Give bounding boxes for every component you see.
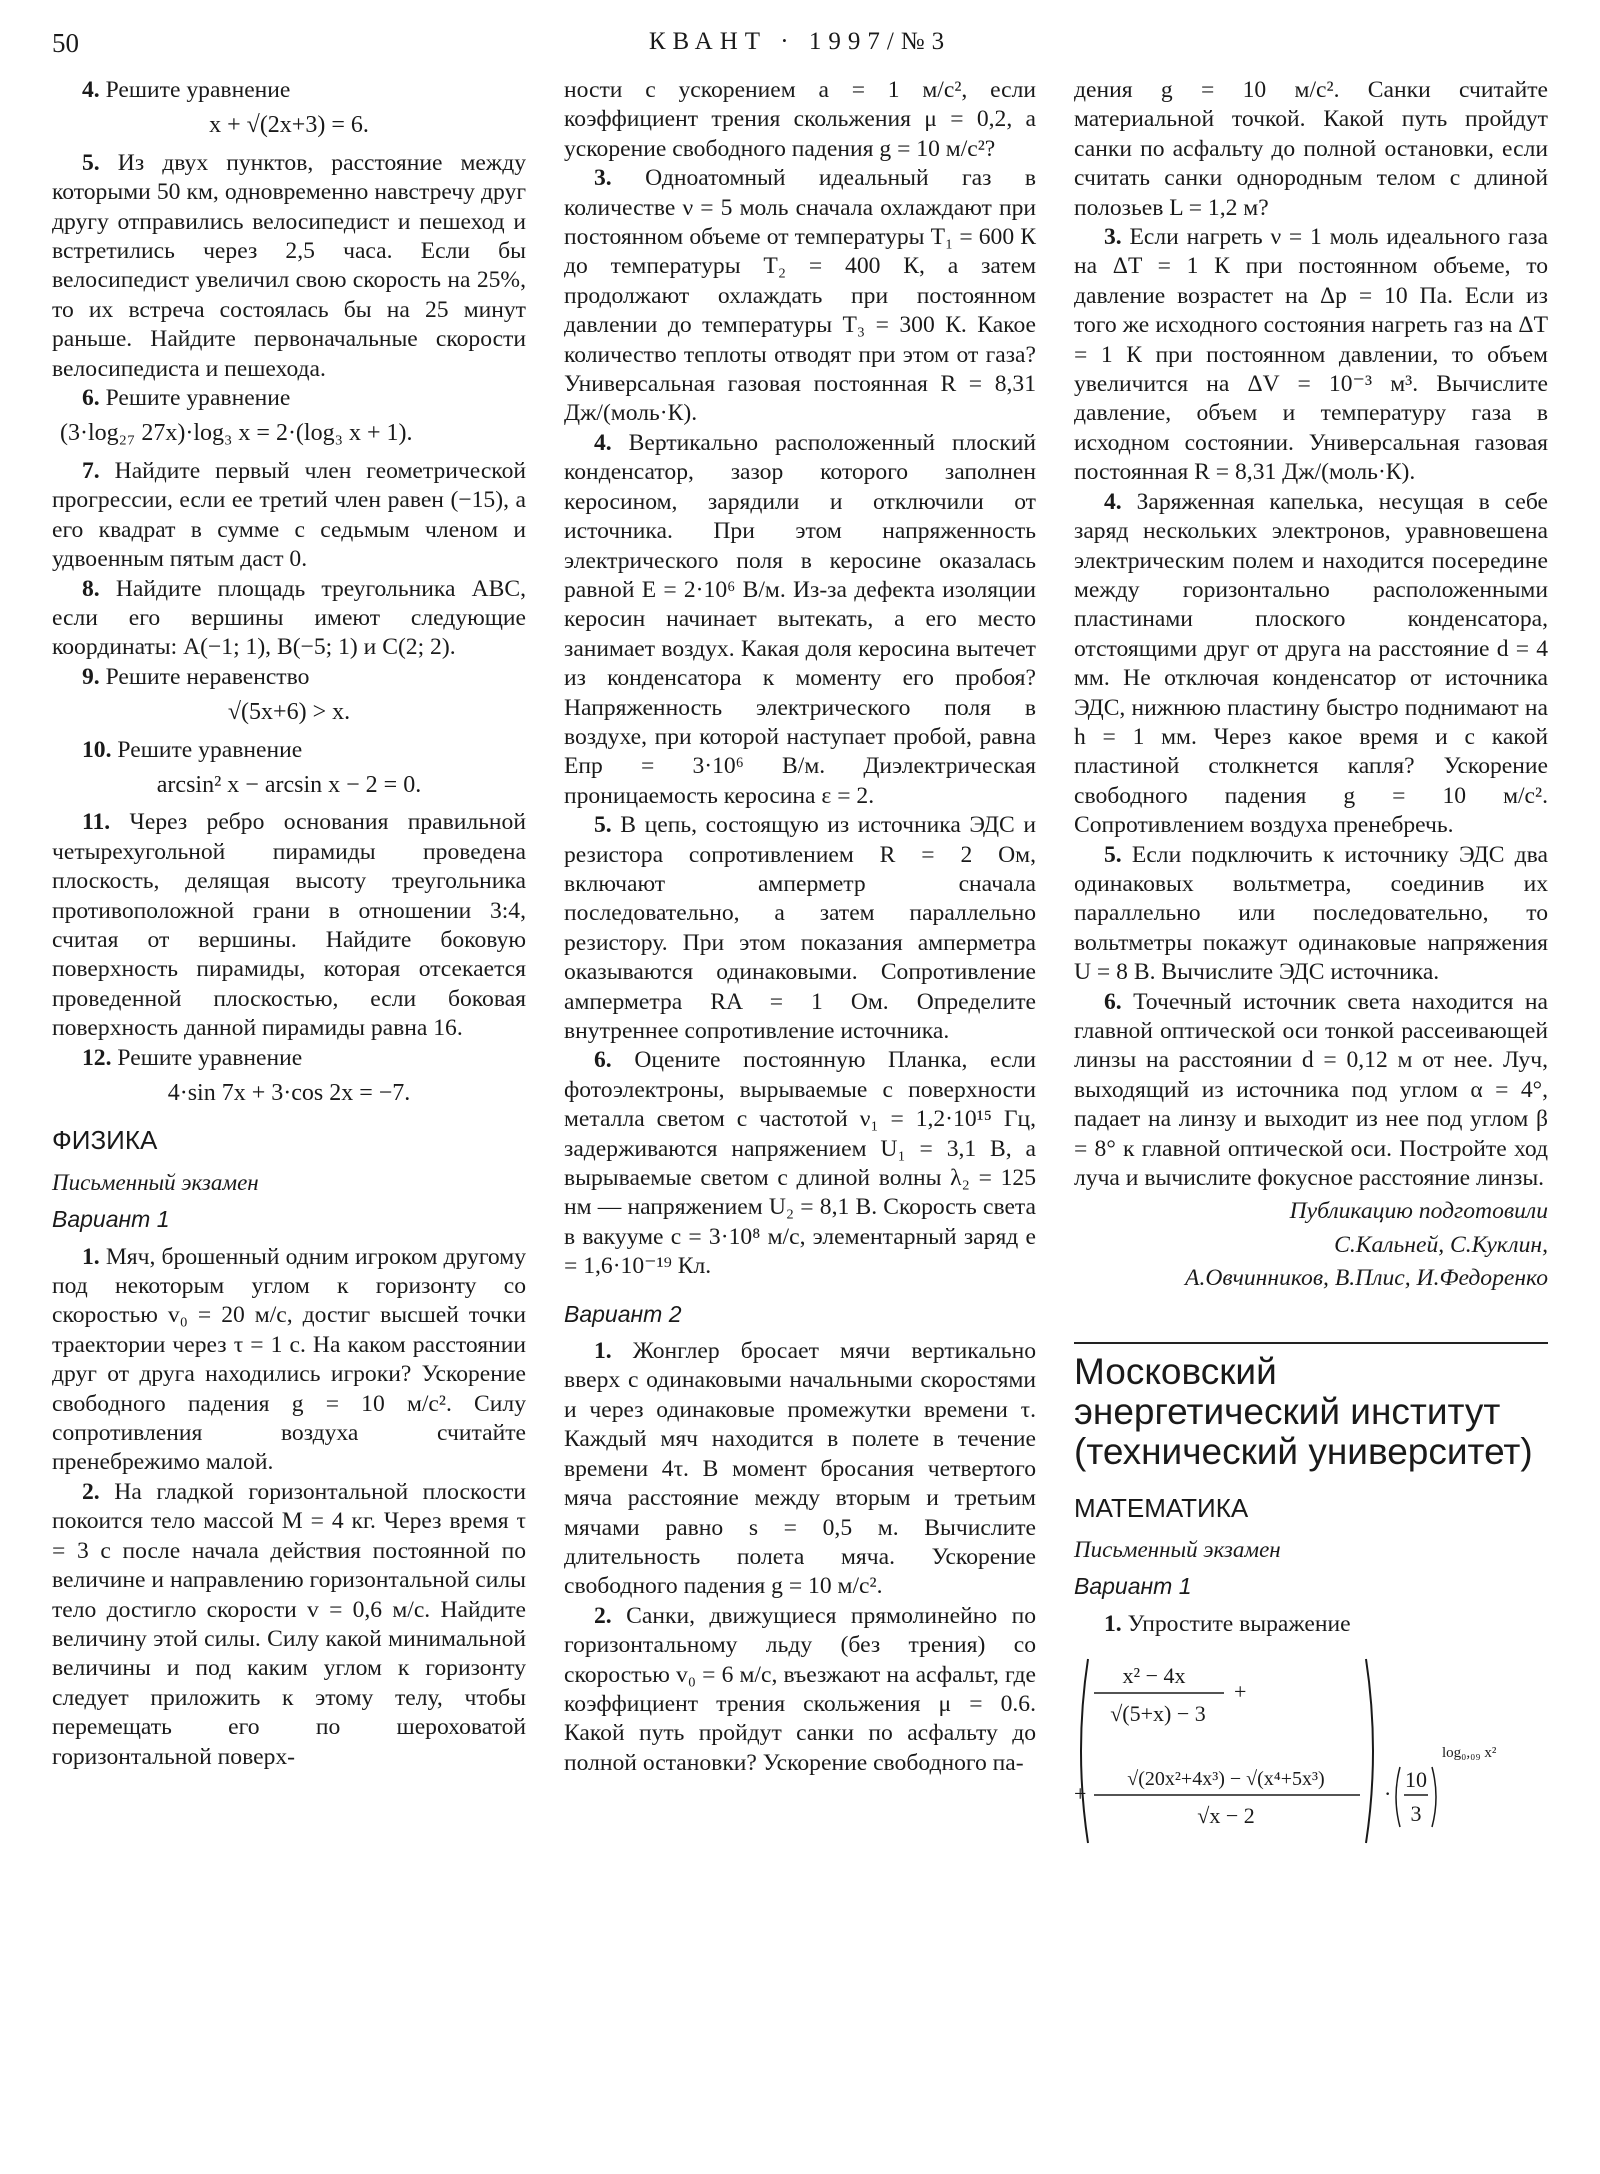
problem-number: 1. [594,1338,612,1365]
problem-physics-5: 5. В цепь, состоящую из источника ЭДС и резистора сопротивлением R = 2 Ом, включают амперметр сначала последовательно, а затем параллельно резистору. При этом показания амперметра оказываются одинаковыми. Сопротивление амперметра RA = 1 Ом. Определите внутреннее сопротивление источника. [564,812,1037,1044]
exam-type: Письменный экзамен [52,1169,259,1195]
frac2-denominator: √x − 2 [1197,1803,1255,1829]
problem-math-4: 4. Решите уравнение [82,77,291,103]
problem-number: 10. [82,736,112,763]
problem-number: 8. [82,575,100,602]
problem-physics-2: 2. На гладкой горизонтальной плоскости покоится тело массой M = 4 кг. Через время τ = 3 с после начала действия постоянной по величине и направлению горизонтальной силы тело достигло скорости v = 0,6 м/с. Найдите величину этой силы. Силу какой минимальной величины и под каким углом к горизонту следует приложить к этому телу, чтобы перемещать его по шероховатой горизонтальной поверх- [52,1478,526,1770]
problem-number: 5. [1104,841,1122,868]
frac1-numerator: x² − 4x [1122,1663,1186,1689]
column-1 [52,76,526,1772]
problem-v2-2: 2. Санки, движущиеся прямолинейно по горизонтальному льду (без трения) со скоростью v₀ = 6 м/с, въезжают на асфальт, где коэффициент трения скольжения μ = 0.6. Какой путь пройдут санки по асфальту до полной остановки? Ускорение свободного па- [564,1602,1036,1776]
problem-number: 11. [82,809,111,836]
problem-number: 9. [82,663,100,690]
variant-heading: Вариант 2 [564,1300,682,1327]
problem-v2-6: 6. Точечный источник света находится на главной оптической оси тонкой рассеивающей линзы на расстоянии d = 0,12 м от нее. Луч, выходящий из источника под углом α = 4°, падает на линзу и выходит из нее под углом β = 8° к главной оптической оси. Постройте ход луча и вычислите фокусное расстояние линзы. [1074,988,1548,1192]
problem-number: 1. [82,1243,100,1270]
variant-heading: Вариант 1 [1074,1573,1192,1600]
problem-physics-2-cont: ности с ускорением a = 1 м/с², если коэффициент трения скольжения μ = 0,2, а ускорение свободного падения g = 10 м/с²? [564,77,1036,162]
problem-v2-1: 1. Жонглер бросает мячи вертикально вверх с одинаковыми начальными скоростями и через одинаковые промежутки времени τ. Каждый мяч находится в полете в течение времени 4τ. В момент бросания четвертого мяча расстояние между вторым и третьим мячами равно s = 0,5 м. Вычислите длительность полета мяча. Ускорение свободного падения g = 10 м/с². [564,1338,1036,1600]
problem-number: 2. [82,1478,100,1505]
institute-title: Московский энергетический институт (технический университет) [1074,1350,1533,1472]
divider [1074,1342,1548,1344]
frac2-numerator: √(20x²+4x³) − √(x⁴+5x³) [1127,1768,1325,1791]
column-2 [564,76,1036,1778]
formula: (3·log₂₇ 27x)·log₃ x = 2·(log₃ x + 1). [60,420,413,447]
expression-svg [1074,1651,1548,1851]
credits-line-3: А.Овчинников, В.Плис, И.Федоренко [1185,1265,1548,1292]
section-heading-physics: ФИЗИКА [52,1125,158,1156]
problem-number: 3. [594,165,612,192]
problem-number: 6. [1104,988,1122,1015]
problem-number: 12. [82,1044,112,1071]
variant-heading: Вариант 1 [52,1206,170,1233]
problem-physics-3: 3. Одноатомный идеальный газ в количестве ν = 5 моль сначала охлаждают при постоянном объеме от температуры T₁ = 600 К до температуры T₂ = 400 К, а затем продолжают охлаждать при постоянном давлении до температуры T₃ = 300 К. Какое количество теплоты отводят при этом от газа? Универсальная газовая постоянная R = 8,31 Дж/(моль·К). [564,165,1036,427]
problem-number: 3. [1104,224,1122,251]
formula: 4·sin 7x + 3·cos 2x = −7. [167,1080,411,1106]
problem-number: 6. [82,385,100,412]
problem-v2-3: 3. Если нагреть ν = 1 моль идеального газа на ΔT = 1 К при постоянном объеме, то давление возрастет на Δp = 10 Па. Если из того же исходного состояния нагреть газ на ΔT = 1 К при постоянном давлении, то объем увеличится на ΔV = 10⁻³ м³. Вычислите давление, объем и температуру газа в исходном состоянии. Универсальная газовая постоянная R = 8,31 Дж/(моль·К). [1074,224,1548,486]
problem-v2-5: 5. Если подключить к источнику ЭДС два одинаковых вольтметра, соединив их параллельно или последовательно, то вольтметры покажут одинаковые напряжения U = 8 В. Вычислите ЭДС источника. [1074,841,1548,986]
problem-number: 7. [82,457,100,484]
problem-math-12: 12. Решите уравнение [82,1044,303,1071]
problem-number: 6. [594,1047,612,1074]
problem-physics-6: 6. Оцените постоянную Планка, если фотоэлектроны, вырываемые с поверхности металла светом с частотой ν₁ = 1,2·10¹⁵ Гц, задерживаются напряжением U₁ = 3,1 В, а вырываемые светом с длиной волны λ₂ = 125 нм — напряжением U₂ = 8,1 В. Скорость света в вакууме c = 3·10⁸ м/с, элементарный заряд e = 1,6·10⁻¹⁹ Кл. [564,1047,1036,1280]
problem-number: 2. [594,1602,612,1629]
frac1-denominator: √(5+x) − 3 [1110,1701,1206,1727]
problem-number: 4. [82,77,100,103]
problem-math-5: 5. Из двух пунктов, расстояние между которыми 50 км, одновременно навстречу друг другу отправились велосипедист и пешеход и встретились через 2,5 часа. Если бы велосипедист увеличил свою скорость на 25%, то их встреча состоялась бы на 25 минут раньше. Найдите первоначальные скорости велосипедиста и пешехода. [52,149,527,382]
problem-number: 4. [1104,488,1122,515]
problem-physics-1: 1. Мяч, брошенный одним игроком другому под некоторым углом к горизонту со скоростью v₀ = 20 м/с, достиг высшей точки траектории через τ = 1 с. На каком расстоянии друг от друга находились игроки? Ускорение свободного падения g = 10 м/с². Силу сопротивления воздуха считайте пренебрежимо малой. [52,1243,526,1476]
exam-type: Письменный экзамен [1074,1537,1281,1563]
column-3 [1074,76,1548,1851]
credits-line-1: Публикацию подготовили [1289,1198,1548,1225]
problem-number: 4. [594,429,612,456]
plus-sign: + [1074,1781,1087,1807]
problem-mei-1: 1. Упростите выражение [1104,1610,1351,1637]
problem-v2-2-cont: дения g = 10 м/с². Санки считайте материальной точкой. Какой путь пройдут санки по асфальту до полной остановки, если считать санки однородным телом с длиной полозьев L = 1,2 м? [1074,77,1548,221]
credits-line-2: С.Кальней, С.Куклин, [1334,1231,1548,1258]
page-number: 50 [52,28,79,58]
problem-math-9: 9. Решите неравенство [82,663,310,690]
problem-math-10: 10. Решите уравнение [82,736,303,763]
expression-formula [1074,1651,1548,1851]
problem-number: 5. [82,149,100,176]
base-numerator: 10 [1405,1767,1427,1793]
problem-math-6: 6. Решите уравнение [82,385,291,412]
section-heading-math: МАТЕМАТИКА [1074,1492,1249,1523]
formula: arcsin² x − arcsin x − 2 = 0. [156,771,422,798]
plus-sign: + [1234,1679,1247,1705]
base-denominator: 3 [1410,1801,1422,1827]
dot-sign: · [1384,1781,1392,1807]
problem-math-11: 11. Через ребро основания правильной четырехугольной пирамиды проведена плоскость, делящая высоту треугольника противоположной грани в отношении 3:4, считая от вершины. Найдите боковую поверхность пирамиды, которая отсекается проведенной плоскостью, если боковая поверхность данной пирамиды равна 16. [52,809,526,1042]
exponent: log₀,₀₉ x² [1442,1745,1497,1762]
problem-physics-4: 4. Вертикально расположенный плоский конденсатор, зазор которого заполнен керосином, зарядили и отключили от источника. При этом напряженность электрического поля в керосине оказалась равной E = 2·10⁶ В/м. Из-за дефекта изоляции керосин начинает вытекать, а его место занимает воздух. Какая доля керосина вытечет из конденсатора к моменту его пробоя? Напряженность электрического поля в воздухе, при которой наступает пробой, равна Eпр = 3·10⁶ В/м. Диэлектрическая проницаемость керосина ε = 2. [564,429,1036,809]
problem-math-7: 7. Найдите первый член геометрической прогрессии, если ее третий член равен (−15), а его квадрат в сумме с седьмым членом и удвоенным пятым даст 0. [52,457,526,573]
problem-number: 5. [594,812,612,839]
formula: √(5x+6) > x. [227,699,351,726]
formula: x + √(2x+3) = 6. [209,112,369,139]
problem-number: 1. [1104,1610,1122,1637]
journal-title: КВАНТ · 1997/№3 [648,28,952,55]
page-header [0,28,1600,68]
problem-v2-4: 4. Заряженная капелька, несущая в себе заряд нескольких электронов, уравновешена электрическим полем и находится посередине между горизонтально расположенными пластинами плоского конденсатора, отстоящими друг от друга на расстояние d = 4 мм. Не отключая конденсатор от источника ЭДС, нижнюю пластину быстро поднимают на h = 1 мм. Через какое время и с какой пластиной столкнется капля? Ускорение свободного падения g = 10 м/с². Сопротивлением воздуха пренебречь. [1074,488,1548,839]
problem-math-8: 8. Найдите площадь треугольника ABC, если его вершины имеют следующие координаты: A(−1; 1), B(−5; 1) и C(2; 2). [52,575,526,661]
